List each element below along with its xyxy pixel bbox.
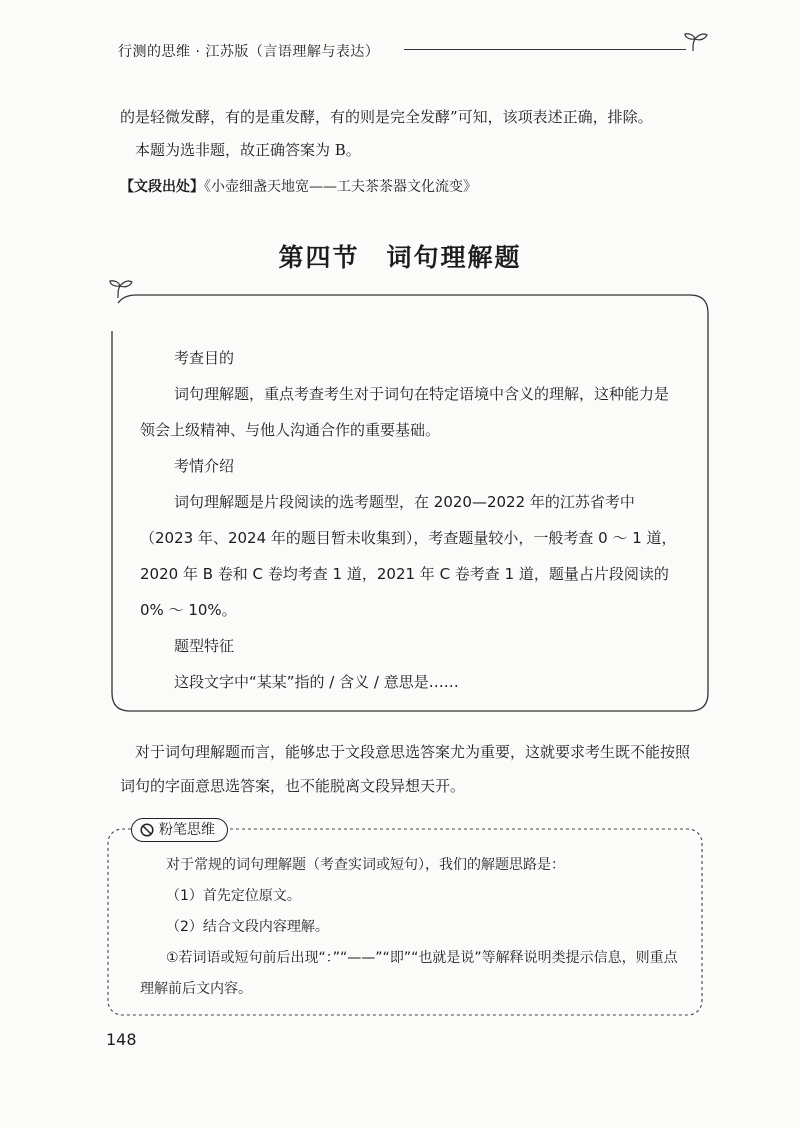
tip-line-1: 对于常规的词句理解题（考查实词或短句），我们的解题思路是： [166,857,565,873]
page-number: 148 [106,1030,137,1049]
source-line [120,172,700,202]
sprout-icon [683,32,709,52]
info-box [140,340,680,700]
tip-step-3: ①若词语或短句前后出现“：”“——”“即”“也就是说”等解释说明类提示信息，则重点理解前后文内容。 [140,950,678,997]
source-text: 《小壶细盏天地宽——工夫茶茶器文化流变》 [204,179,477,195]
no-symbol-icon [140,823,154,837]
section-title: 第四节 词句理解题 [278,243,522,272]
source-label: 【文段出处】 [120,179,204,195]
header-rule [404,49,686,50]
purpose-text: 词句理解题，重点考查考生对于词句在特定语境中含义的理解，这种能力是领会上级精神、与他人沟通合作的重要基础。 [140,385,670,439]
running-header-title: 行测的思维 · 江苏版（言语理解与表达） [118,44,380,60]
tip-box [140,850,685,1005]
tip-step-2: （2）结合文段内容理解。 [166,919,329,935]
intro-heading: 考情介绍 [174,457,235,475]
feature-text: 这段文字中“某某”指的 / 含义 / 意思是…… [174,673,459,691]
intro-line-2: 本题为选非题，故正确答案为 B。 [135,141,361,159]
purpose-heading: 考查目的 [174,349,235,367]
feature-heading: 题型特征 [174,637,235,655]
intro-text: 词句理解题是片段阅读的选考题型，在 2020—2022 年的江苏省考中（2023 年、2024 年的题目暂未收集到），考查题量较小，一般考查 0 ～ 1 道，2020 年 B 卷和 C 卷均考查 1 道，2021 年 C 卷考查 1 道，题量占片段阅读的 0% ～ 10%。 [140,493,677,619]
tip-tag [131,818,228,842]
tip-step-1: （1）首先定位原文。 [166,888,301,904]
body-paragraph: 对于词句理解题而言，能够忠于文段意思选答案尤为重要，这就要求考生既不能按照词句的字面意思选答案，也不能脱离文段异想天开。 [120,743,691,795]
intro-line-1: 的是轻微发酵，有的是重发酵，有的则是完全发酵”可知，该项表述正确，排除。 [120,108,653,126]
tip-tag-label: 粉笔思维 [159,822,215,838]
